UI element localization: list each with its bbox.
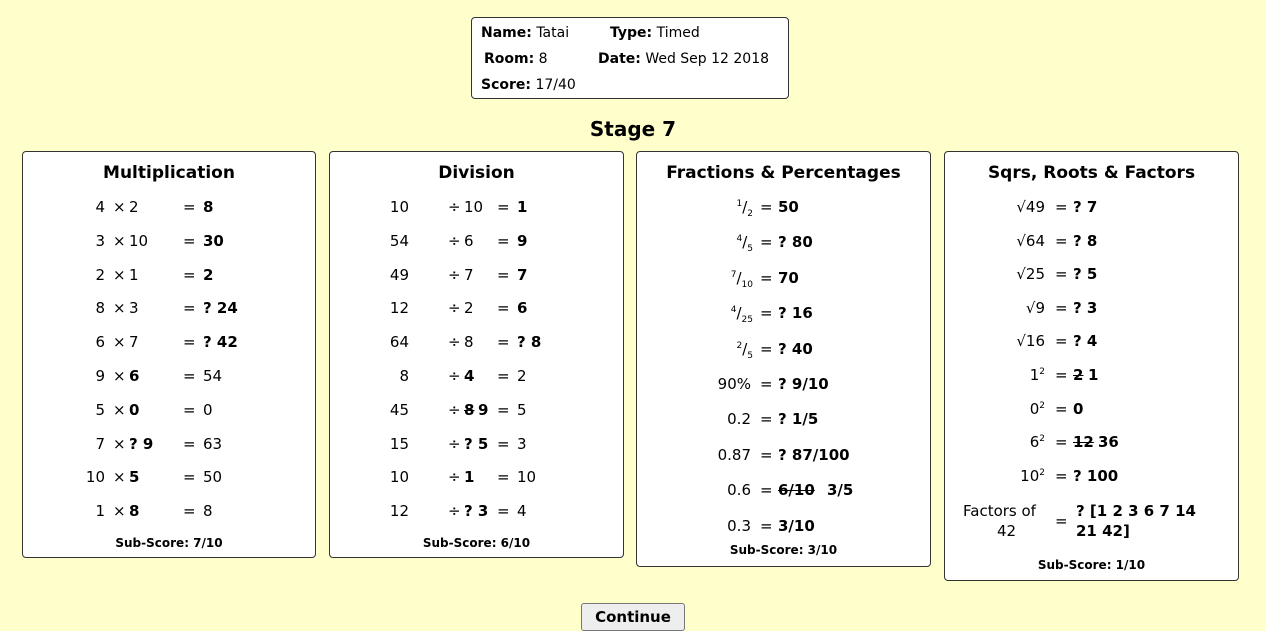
problem-row [23,435,315,457]
equals-sign: = [183,502,196,521]
question: 0.3 [727,516,751,535]
fraction: $^1/_2$ [736,198,753,219]
operand-a: 45 [389,400,409,419]
equals-sign: = [183,231,196,250]
score-field [481,77,576,93]
equals-sign: = [760,198,773,216]
problem-row [945,433,1238,455]
operator: × [113,434,126,453]
multiplication-panel [22,151,316,558]
equals-sign: = [1055,466,1068,485]
base: 10 [1020,466,1040,485]
equals-sign: = [760,268,773,287]
equals-sign: = [1055,298,1068,317]
answer: 0 [203,400,213,419]
answer: ? 8 [1073,231,1098,250]
problem-row [637,340,930,362]
equals-sign: = [1055,332,1068,351]
answer: 50 [778,198,799,216]
numerator: 4 [736,234,743,245]
problem-row [23,299,315,321]
problem-row [637,198,930,220]
panel-title: Sqrs, Roots & Factors [987,163,1196,183]
question: 0.2 [727,410,751,429]
squares-roots-panel [944,151,1239,581]
answer: 1 [1088,366,1099,384]
operand-a: 5 [95,400,105,419]
equals-sign: = [183,265,196,284]
room-label: Room: [484,51,535,67]
answer: 2 [517,367,527,385]
fractions-panel [636,151,931,567]
answer: ? 9/10 [778,375,829,393]
operand-b: 10 [129,231,149,250]
operand-a: 7 [95,434,105,453]
operand-a: 54 [389,231,409,250]
operator: × [113,400,126,419]
operand-a: 9 [95,367,105,385]
operand-a: 10 [389,468,409,487]
problem-row [637,446,930,468]
equals-sign: = [1055,265,1068,284]
problem-row [23,367,315,389]
problem-row [945,198,1238,220]
type-label: Type: [610,25,653,41]
denominator: 5 [747,350,753,361]
operator: ÷ [448,265,461,284]
room-value: 8 [538,51,548,67]
operand-a: 8 [399,367,409,385]
problem-row [330,299,623,321]
operator: ÷ [448,468,461,487]
operand-b: 1 [464,468,475,487]
fraction: $^4/_{25}$ [730,304,753,326]
equals-sign: = [497,265,510,284]
panel-title: Multiplication [103,163,235,183]
answer: ? 42 [203,333,238,352]
struck-answer: 6/10 [778,481,815,500]
operand-b: 6 [464,231,474,250]
base: 6 [1029,433,1040,452]
fraction: $^4/_5$ [736,233,753,255]
answer: ? 8 [517,333,542,352]
answer: 30 [203,231,224,250]
answer: 9 [517,231,528,250]
operator: × [113,198,126,216]
problem-row [330,367,623,389]
equals-sign: = [760,339,773,358]
operand-b: 8 [129,502,140,521]
equals-sign: = [183,198,196,216]
equals-sign: = [497,198,510,216]
operand-b: 8 [464,333,474,352]
factors-row [945,502,1238,546]
answer: 70 [778,268,799,287]
operand-a: 8 [95,299,105,318]
struck-answer: 2 [1073,366,1084,384]
operator: × [113,299,126,318]
exponent: 2 [1039,367,1045,377]
type-field [610,25,700,41]
denominator: 5 [747,244,753,255]
problem-row [330,502,623,524]
problem-row [23,502,315,524]
problem-row [23,266,315,288]
fraction: $^7/_{10}$ [730,268,753,290]
name-field [481,25,569,41]
equals-sign: = [183,434,196,453]
operand-a: 4 [95,198,105,216]
answer: 4 [517,502,527,521]
equals-sign: = [1055,231,1068,250]
operand-a: 3 [95,231,105,250]
problem-row [330,435,623,457]
answer: 6 [517,299,528,318]
problem-row [637,481,930,503]
operand-b: 2 [464,299,474,318]
answer: 3/5 [827,481,854,500]
equals-sign: = [183,468,196,487]
problem-row [637,269,930,291]
operand-b: 9 [478,400,489,419]
answer: 63 [203,434,223,453]
operator: ÷ [448,333,461,352]
question: 0.6 [727,481,751,500]
equals-sign: = [760,410,773,429]
operator: ÷ [448,367,461,385]
room-field [484,51,548,67]
problem-row [637,233,930,255]
problem-row [330,333,623,355]
operand-b: 5 [129,468,140,487]
sub-score: Sub-Score: 7/10 [115,536,223,550]
equals-sign: = [183,333,196,352]
operator: × [113,265,126,284]
operator: ÷ [448,400,461,419]
equals-sign: = [183,299,196,318]
equals-sign: = [760,445,773,464]
exponent: 2 [1039,400,1045,411]
base: 0 [1029,399,1040,418]
equals-sign: = [497,468,510,487]
answer: ? 1/5 [778,410,819,429]
operand-b: 4 [464,367,475,385]
panel-title: Division [438,163,515,183]
answer: 3 [517,434,527,453]
root-question: √49 [1016,198,1045,216]
operand-b: 3 [129,299,139,318]
equals-sign: = [1055,198,1068,216]
answer: 7 [517,265,528,284]
square-question [995,467,1045,485]
problem-row [945,265,1238,287]
answer: ? 3 [1073,298,1098,317]
answer: 5 [517,400,527,419]
problem-row [23,333,315,355]
answer: 54 [203,367,223,385]
equals-sign: = [497,299,510,318]
equals-sign: = [1055,512,1068,530]
operand-a: 6 [95,333,105,352]
problem-row [637,517,930,539]
root-question: √16 [1016,332,1045,351]
denominator: 10 [741,279,753,290]
operand-b: 6 [129,367,140,385]
answer: ? 7 [1073,198,1098,216]
denominator: 25 [741,315,753,326]
exponent: 2 [1039,434,1045,445]
operator: ÷ [448,299,461,318]
equals-sign: = [1055,366,1068,384]
equals-sign: = [497,231,510,250]
problem-row [23,401,315,423]
factors-question-line1: Factors of [963,502,1036,520]
operator: ÷ [448,231,461,250]
factors-answer-line2: 21 42] [1076,522,1130,540]
name-label: Name: [481,25,532,41]
exponent: 2 [1039,467,1045,478]
operator: ÷ [448,198,461,216]
operand-a: 2 [95,265,105,284]
problem-row [945,467,1238,489]
operand-a: 15 [389,434,409,453]
operand-b: 2 [129,198,139,216]
name-value: Tatai [536,25,570,41]
operand-b: 10 [464,198,484,216]
problem-row [637,304,930,326]
operand-b: ? 9 [129,434,154,453]
operand-b: ? 5 [464,434,489,453]
answer: ? 5 [1073,265,1098,284]
problem-row [330,198,623,220]
operand-a: 1 [95,502,105,521]
numerator: 2 [736,340,743,351]
operand-a: 10 [389,198,409,216]
operand-a: 10 [85,468,105,487]
equals-sign: = [1055,399,1068,418]
question: 0.87 [717,445,751,464]
operand-b: 0 [129,400,140,419]
operand-a: 49 [389,265,409,284]
equals-sign: = [497,400,510,419]
problem-row [23,198,315,220]
equals-sign: = [760,481,773,500]
problem-row [23,232,315,254]
operand-a: 64 [389,333,409,352]
equals-sign: = [760,233,773,252]
date-field [598,51,769,67]
struck-answer: 12 [1073,433,1094,452]
date-label: Date: [598,51,641,67]
problem-row [330,401,623,423]
answer: 8 [203,198,214,216]
problem-row [330,468,623,490]
denominator: 2 [747,209,753,219]
root-question: √9 [1025,298,1045,317]
answer: 50 [203,468,223,487]
fraction: $^2/_5$ [736,339,753,361]
answer: ? 87/100 [778,445,850,464]
answer: 3/10 [778,516,815,535]
answer: 8 [203,502,213,521]
equals-sign: = [497,434,510,453]
factors-question-line2: 42 [997,522,1017,540]
division-panel [329,151,624,558]
square-question [995,433,1045,451]
equals-sign: = [183,367,196,385]
square-question [995,366,1045,384]
root-question: √64 [1016,231,1045,250]
root-question: √25 [1016,265,1045,284]
answer: ? 4 [1073,332,1098,351]
answer: ? 80 [778,233,813,252]
square-question [995,400,1045,418]
operator: × [113,367,126,385]
date-value: Wed Sep 12 2018 [645,51,770,67]
factors-answer-line1: ? [1 2 3 6 7 14 [1076,502,1196,520]
problem-row [945,400,1238,422]
continue-button[interactable]: Continue [581,603,685,631]
answer: 36 [1098,433,1119,452]
equals-sign: = [497,502,510,521]
operand-b: 7 [129,333,139,352]
score-label: Score: [481,77,531,93]
numerator: 1 [736,199,743,209]
numerator: 7 [730,269,737,280]
problem-row [945,232,1238,254]
operator: × [113,333,126,352]
operator: ÷ [448,502,461,521]
numerator: 4 [730,305,737,316]
problem-row [945,299,1238,321]
struck-answer: 8 [464,400,475,419]
answer: 2 [203,265,214,284]
operand-b: 7 [464,265,474,284]
equals-sign: = [760,516,773,535]
answer: 10 [517,468,537,487]
question: 90% [717,375,751,393]
problem-row [330,266,623,288]
operator: ÷ [448,434,461,453]
type-value: Timed [656,25,700,41]
equals-sign: = [183,400,196,419]
sub-score: Sub-Score: 3/10 [729,543,838,557]
operator: × [113,231,126,250]
base: 1 [1029,366,1040,384]
info-box [471,17,789,99]
equals-sign: = [760,375,773,393]
problem-row [945,366,1238,388]
problem-row [330,232,623,254]
score-value: 17/40 [535,77,576,93]
panel-title: Fractions & Percentages [666,163,901,183]
answer: ? 100 [1073,466,1119,485]
answer: 0 [1073,399,1084,418]
problem-row [945,332,1238,354]
equals-sign: = [497,333,510,352]
answer: ? 40 [778,339,813,358]
answer: ? 24 [203,299,238,318]
answer: 1 [517,198,528,216]
stage-title: Stage 7 [589,117,677,141]
problem-row [23,468,315,490]
operand-b: ? 3 [464,502,489,521]
sub-score: Sub-Score: 6/10 [422,536,531,550]
operator: × [113,502,126,521]
equals-sign: = [1055,433,1068,452]
equals-sign: = [760,304,773,323]
problem-row [637,375,930,397]
equals-sign: = [497,367,510,385]
problem-row [637,410,930,432]
operand-a: 12 [389,299,409,318]
operator: × [113,468,126,487]
answer: ? 16 [778,304,813,323]
operand-a: 12 [389,502,409,521]
sub-score: Sub-Score: 1/10 [1037,558,1146,572]
operand-b: 1 [129,265,139,284]
